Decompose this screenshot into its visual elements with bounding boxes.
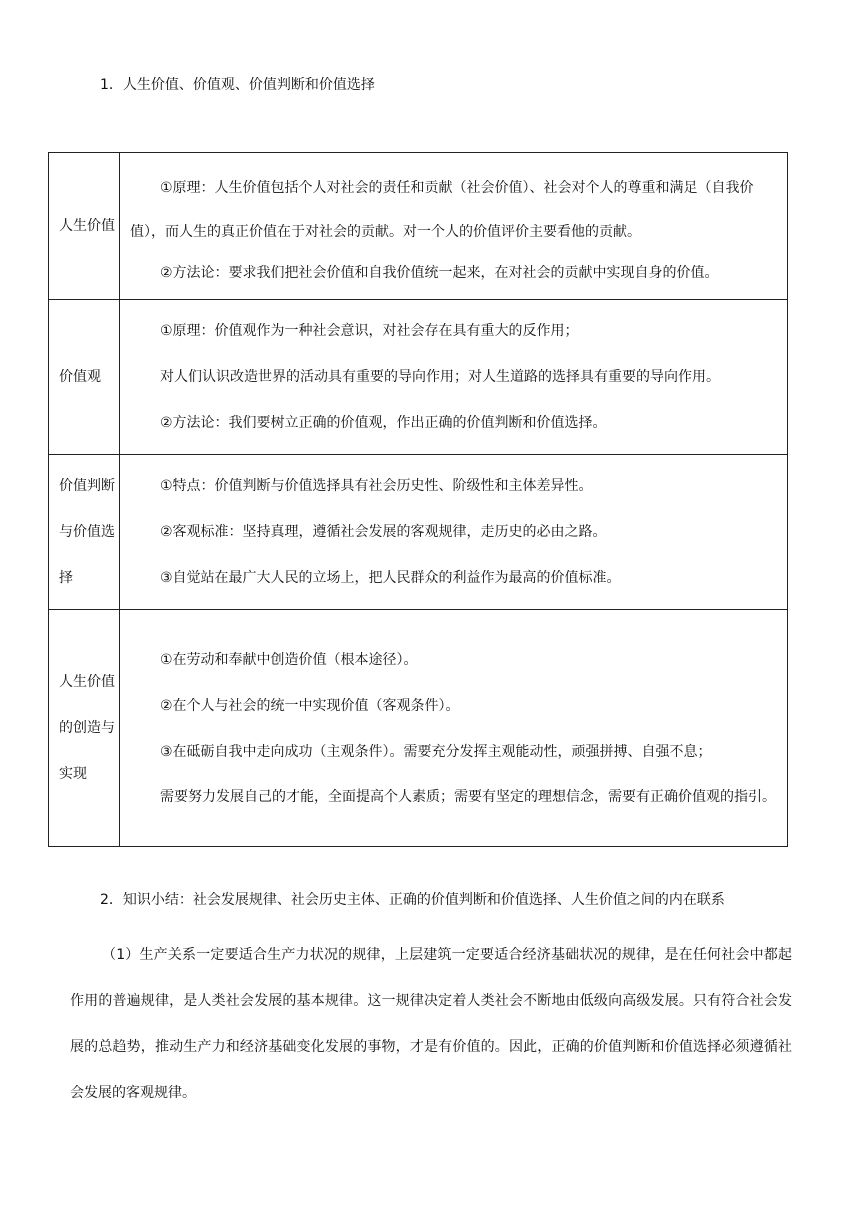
row-paragraph: ②客观标准：坚持真理，遵循社会发展的客观规律，走历史的必由之路。 <box>160 524 607 540</box>
row-label: 人生价值 <box>59 218 115 234</box>
table-row <box>49 610 788 847</box>
row-paragraph: ②方法论：我们要树立正确的价值观，作出正确的价值判断和价值选择。 <box>160 415 607 431</box>
row-label: 人生价值的创造与实现 <box>59 674 115 782</box>
row-label: 价值观 <box>59 369 101 385</box>
knowledge-table <box>48 152 788 847</box>
section-1-heading: 1．人生价值、价值观、价值判断和价值选择 <box>100 77 375 93</box>
row-paragraph: 需要努力发展自己的才能，全面提高个人素质；需要有坚定的理想信念，需要有正确价值观的指引。 <box>160 789 776 805</box>
row-paragraph: ③自觉站在最广大人民的立场上，把人民群众的利益作为最高的价值标准。 <box>160 570 621 586</box>
row-content-cell <box>120 610 788 847</box>
row-content-cell <box>120 455 788 610</box>
row-label-cell <box>49 455 120 610</box>
row-label-cell <box>49 610 120 847</box>
row-content-cell <box>120 153 788 300</box>
table-row <box>49 300 788 455</box>
row-content-cell <box>120 300 788 455</box>
row-label-cell <box>49 153 120 300</box>
row-label: 价值判断与价值选择 <box>59 478 115 586</box>
table-row <box>49 153 788 300</box>
row-label-cell <box>49 300 120 455</box>
section-2-heading: 2．知识小结：社会发展规律、社会历史主体、正确的价值判断和价值选择、人生价值之间的内在联系 <box>100 892 725 908</box>
table-row <box>49 455 788 610</box>
row-paragraph: ①原理：人生价值包括个人对社会的责任和贡献（社会价值）、社会对个人的尊重和满足（自我价值），而人生的真正价值在于对社会的贡献。对一个人的价值评价主要看他的贡献。 <box>130 180 754 240</box>
row-paragraph: ②方法论：要求我们把社会价值和自我价值统一起来，在对社会的贡献中实现自身的价值。 <box>160 265 719 281</box>
row-paragraph: ②在个人与社会的统一中实现价值（客观条件）。 <box>160 698 460 714</box>
section-2-paragraph: （1）生产关系一定要适合生产力状况的规律，上层建筑一定要适合经济基础状况的规律，是在任何社会中都起作用的普遍规律，是人类社会发展的基本规律。这一规律决定着人类社会不断地由低级向高级发展。只有符合社会发展的总趋势，推动生产力和经济基础变化发展的事物，才是有价值的。因此，正确的价值判断和价值选择必须遵循社会发展的客观规律。 <box>70 947 792 1101</box>
row-paragraph: 对人们认识改造世界的活动具有重要的导向作用；对人生道路的选择具有重要的导向作用。 <box>160 369 720 385</box>
row-paragraph: ①在劳动和奉献中创造价值（根本途径）。 <box>160 652 418 668</box>
row-paragraph: ③在砥砺自我中走向成功（主观条件）。需要充分发挥主观能动性，顽强拼搏、自强不息； <box>160 744 712 760</box>
row-paragraph: ①特点：价值判断与价值选择具有社会历史性、阶级性和主体差异性。 <box>160 478 593 494</box>
row-paragraph: ①原理：价值观作为一种社会意识，对社会存在具有重大的反作用； <box>160 323 579 339</box>
